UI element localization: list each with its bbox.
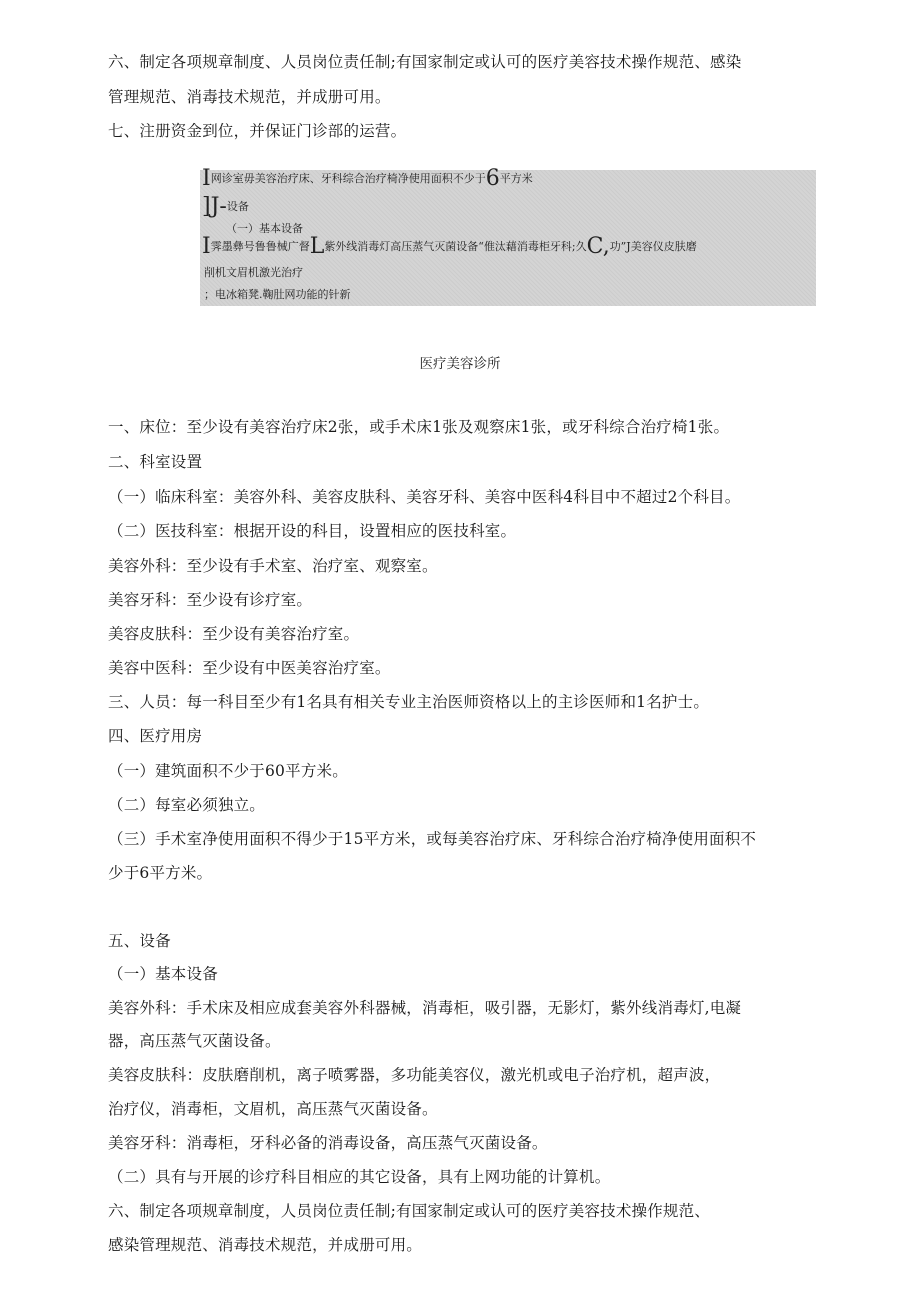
body-line: 四、医疗用房	[108, 727, 203, 745]
body-line: （二）医技科室：根据开设的科目，设置相应的医技科室。	[108, 522, 517, 540]
body-line: （二）每室必须独立。	[108, 796, 266, 814]
scan-line-1	[202, 166, 533, 191]
body-line: 美容外科：至少设有手术室、治疗室、观察室。	[108, 557, 438, 575]
scan-text: 功”J美容仪皮肤磨	[609, 240, 697, 253]
body-line: （一）临床科室：美容外科、美容皮肤科、美容牙科、美容中医科4科目中不超过2个科目。	[108, 488, 741, 506]
scan-line-3: （一）基本设备	[226, 222, 303, 235]
body-line: 五、设备	[108, 932, 171, 950]
scan-glyph: ]J-	[202, 194, 227, 219]
body-line: 美容皮肤科：至少设有美容治疗室。	[108, 625, 360, 643]
paragraph-line: 管理规范、消毒技术规范，并成册可用。	[108, 88, 391, 106]
body-line: 治疗仪，消毒柜，文眉机，高压蒸气灭菌设备。	[108, 1100, 438, 1118]
body-line: 少于6平方米。	[108, 864, 213, 882]
body-line: （一）基本设备	[108, 965, 218, 983]
body-line: 一、床位：至少设有美容治疗床2张，或手术床1张及观察床1张，或牙科综合治疗椅1张。	[108, 418, 730, 436]
body-line: 三、人员：每一科目至少有1名具有相关专业主治医师资格以上的主诊医师和1名护士。	[108, 693, 710, 711]
scan-line-4	[202, 234, 697, 259]
scan-line-6: ；电冰箱凳.鞠肚网功能的针新	[204, 288, 351, 301]
body-line: （二）具有与开展的诊疗科目相应的其它设备，具有上网功能的计算机。	[108, 1168, 611, 1186]
scan-line-5: 削机文眉机激光治疗	[204, 266, 303, 279]
body-line: 六、制定各项规章制度，人员岗位责任制;有国家制定或认可的医疗美容技术操作规范、	[108, 1202, 711, 1220]
scan-glyph: L	[309, 234, 325, 259]
section-heading: 医疗美容诊所	[419, 356, 501, 372]
body-line: 美容外科：手术床及相应成套美容外科器械，消毒柜，吸引器，无影灯，紫外线消毒灯,电凝	[108, 999, 742, 1017]
body-line: （一）建筑面积不少于60平方米。	[108, 762, 348, 780]
body-line: 器，高压蒸气灭菌设备。	[108, 1032, 281, 1050]
body-line: （三）手术室净使用面积不得少于15平方米，或每美容治疗床、牙科综合治疗椅净使用面积不	[108, 830, 757, 848]
scan-text: 平方米	[499, 172, 533, 185]
scan-text: 霁墨彝号鲁鲁械广督	[210, 240, 310, 253]
scan-glyph: I	[202, 234, 211, 259]
body-line: 美容牙科：至少设有诊疗室。	[108, 591, 313, 609]
body-line: 美容牙科：消毒柜，牙科必备的消毒设备，高压蒸气灭菌设备。	[108, 1134, 548, 1152]
scan-text: 网诊室毋美容治疗床、牙科综合治疗椅净使用面积不少于	[210, 172, 486, 185]
paragraph-line: 六、制定各项规章制度、人员岗位责任制;有国家制定或认可的医疗美容技术操作规范、感染	[108, 53, 742, 71]
scan-glyph: I	[202, 166, 211, 191]
body-line: 感染管理规范、消毒技术规范，并成册可用。	[108, 1236, 423, 1254]
scan-text: 紫外线消毒灯高压蒸气灭菌设备“倠汰藉消毒柜牙科;久	[324, 240, 587, 253]
scan-glyph: C,	[586, 234, 610, 259]
scan-line-2	[202, 194, 249, 219]
body-line: 二、科室设置	[108, 453, 203, 471]
paragraph-line: 七、注册资金到位，并保证门诊部的运营。	[108, 122, 407, 140]
scanned-image-block	[200, 166, 816, 306]
body-line: 美容皮肤科：皮肤磨削机，离子喷雾器，多功能美容仪，激光机或电子治疗机，超声波，	[108, 1066, 721, 1084]
body-line: 美容中医科：至少设有中医美容治疗室。	[108, 659, 391, 677]
scan-text: 设备	[226, 200, 249, 213]
scan-glyph: 6	[485, 166, 500, 191]
